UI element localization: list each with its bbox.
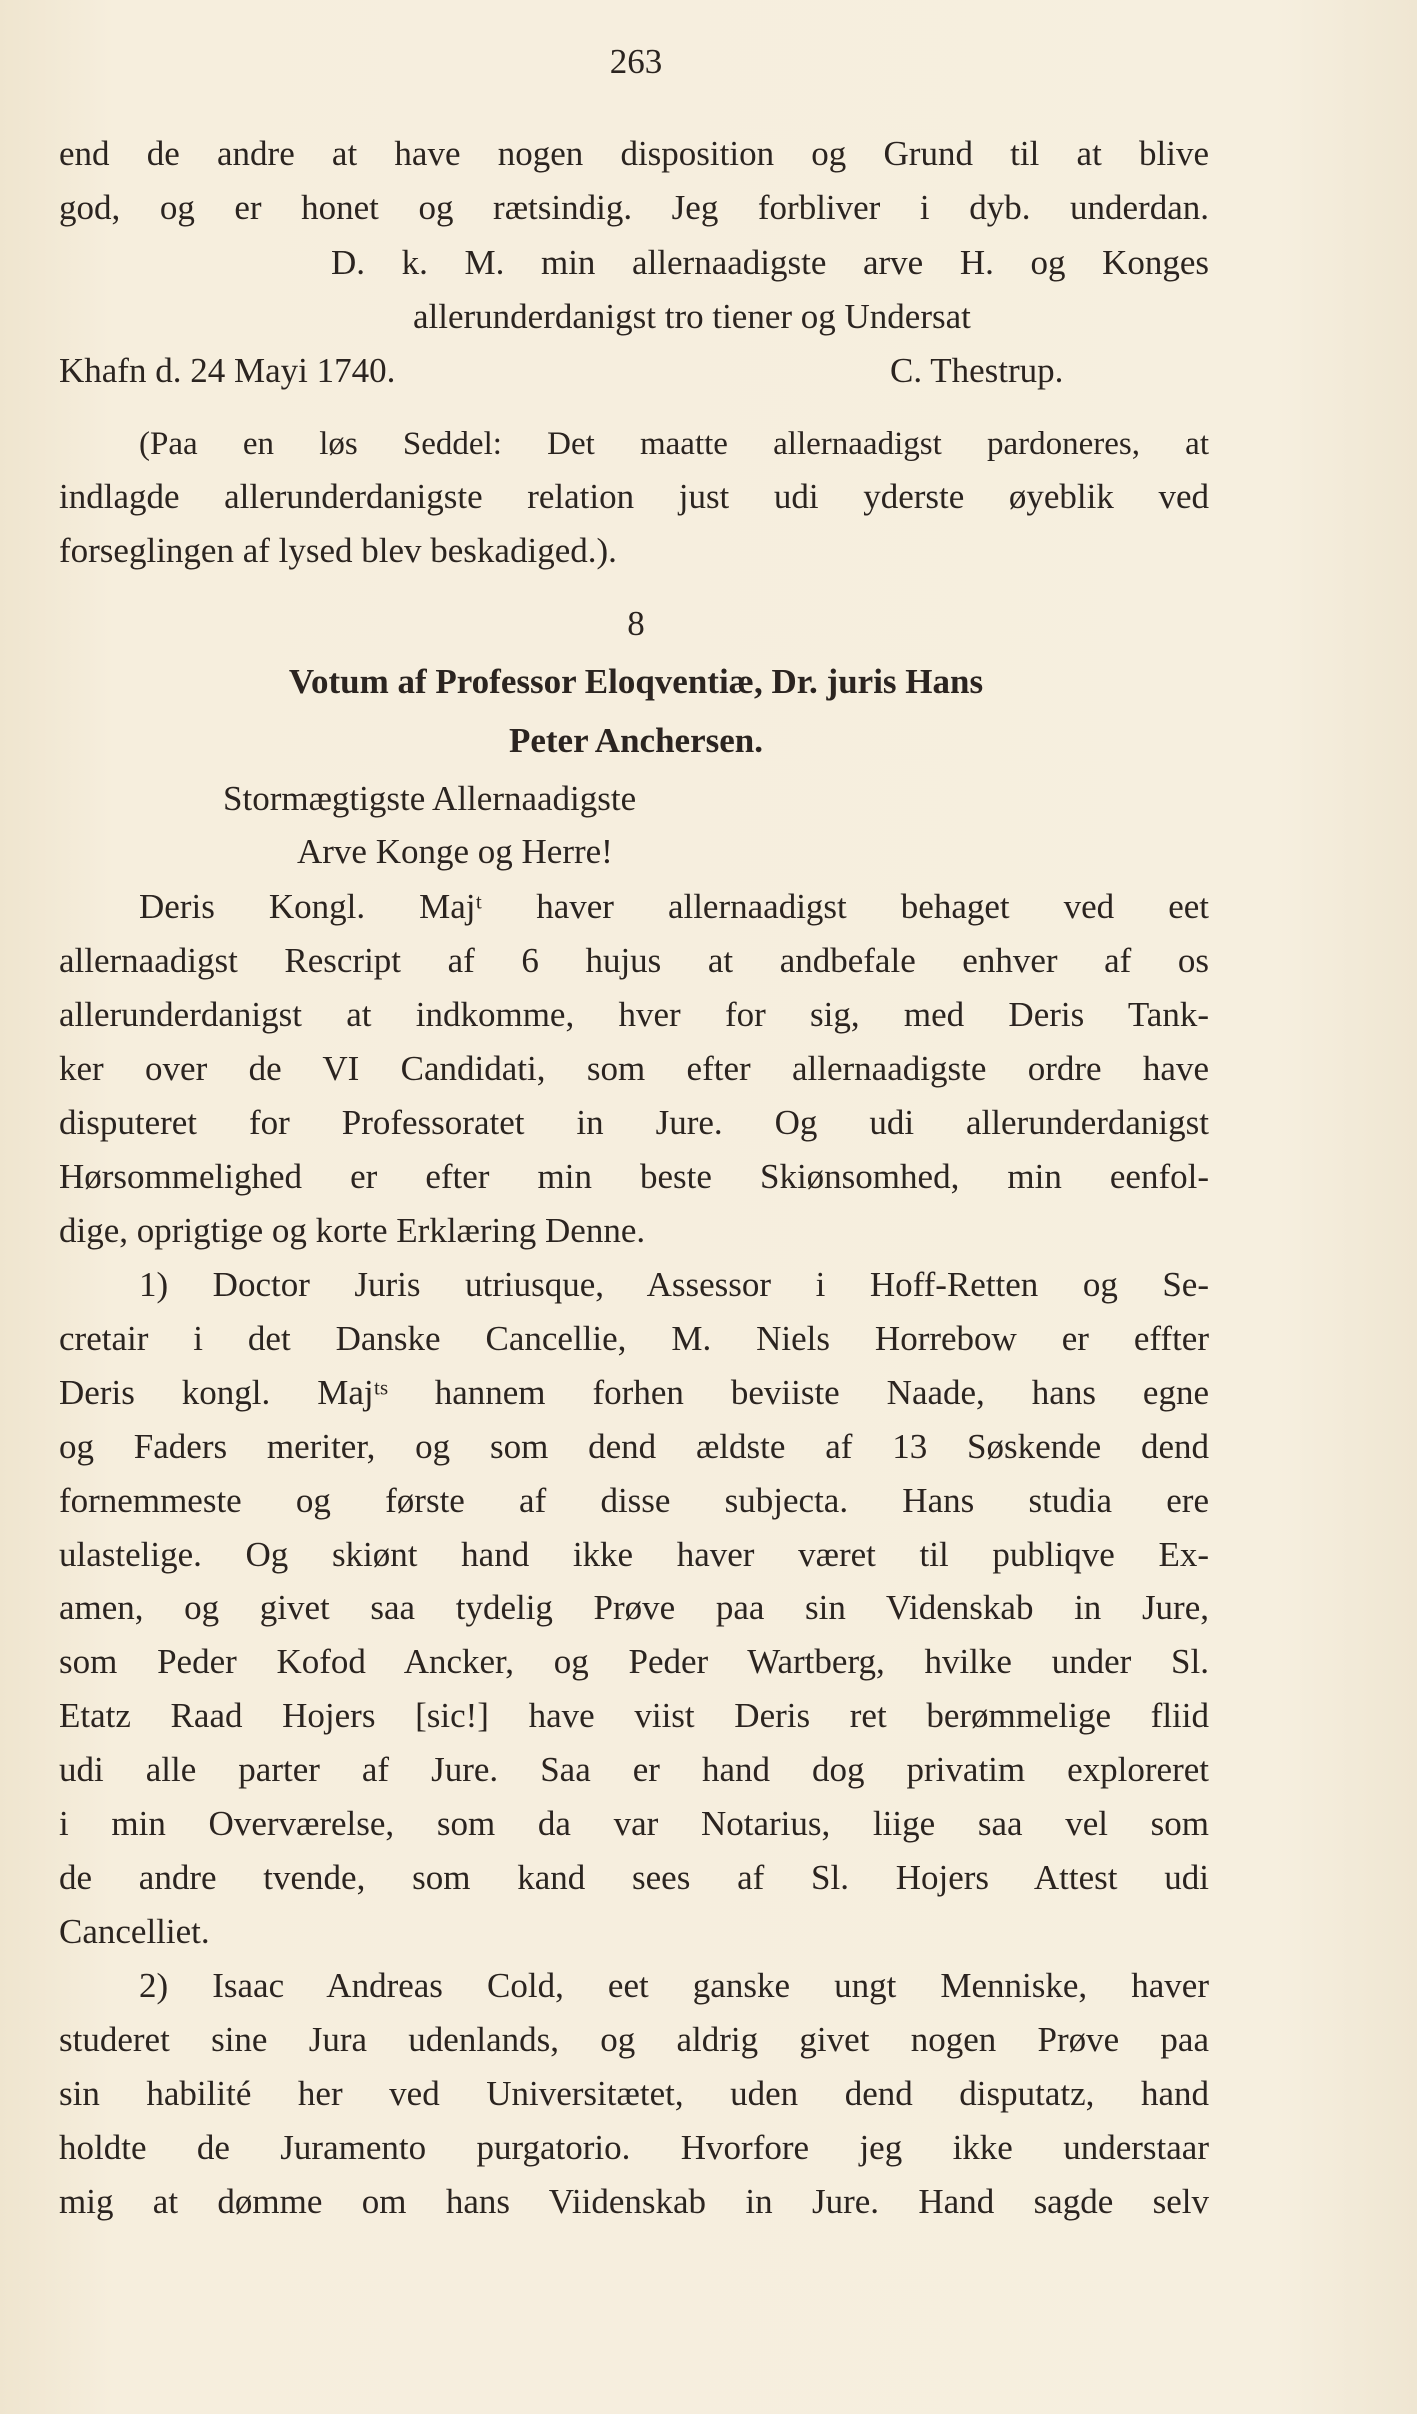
text-line: og Faders meriter, og som dend ældste af 13 Søskende dend <box>59 1426 1209 1466</box>
place-date: Khafn d. 24 Mayi 1740. <box>59 351 396 390</box>
text-line: ulastelige. Og skiønt hand ikke haver været til publiqve Ex- <box>59 1534 1209 1574</box>
note-line: forseglingen af lysed blev beskadiged.). <box>59 531 617 570</box>
page-number: 263 <box>609 42 663 81</box>
text-line: Hørsommelighed er efter min beste Skiønsomhed, min eenfol- <box>59 1156 1209 1196</box>
text-line: allernaadigst Rescript af 6 hujus at andbefale enhver af os <box>59 940 1209 980</box>
section-number: 8 <box>627 604 645 643</box>
text-line: i min Overværelse, som da var Notarius, liige saa vel som <box>59 1804 1209 1844</box>
text-line: Cancelliet. <box>59 1912 210 1952</box>
salutation: Arve Konge og Herre! <box>297 832 613 871</box>
text-line: studeret sine Jura udenlands, og aldrig givet nogen Prøve paa <box>59 2020 1209 2060</box>
signature: C. Thestrup. <box>890 351 1064 390</box>
text-line: Deris Kongl. Majᵗ haver allernaadigst behaget ved eet <box>139 887 1209 926</box>
text-line: holdte de Juramento purgatorio. Hvorfore jeg ikke understaar <box>59 2128 1209 2168</box>
text-line: mig at dømme om hans Viidenskab in Jure. Hand sagde selv <box>59 2182 1209 2222</box>
text-line: end de andre at have nogen disposition og Grund til at blive <box>59 134 1209 173</box>
text-line: de andre tvende, som kand sees af Sl. Hojers Attest udi <box>59 1858 1209 1898</box>
closing-line: D. k. M. min allernaadigste arve H. og Konges <box>331 243 1209 282</box>
text-line: sin habilité her ved Universitætet, uden dend disputatz, hand <box>59 2074 1209 2114</box>
text-line: fornemmeste og første af disse subjecta. Hans studia ere <box>59 1480 1209 1520</box>
text-line: cretair i det Danske Cancellie, M. Niels Horrebow er effter <box>59 1318 1209 1358</box>
text-line: som Peder Kofod Ancker, og Peder Wartberg, hvilke under Sl. <box>59 1642 1209 1682</box>
text-line: amen, og givet saa tydelig Prøve paa sin Videnskab in Jure, <box>59 1588 1209 1628</box>
text-line: god, og er honet og rætsindig. Jeg forbliver i dyb. underdan. <box>59 188 1209 227</box>
text-line: 2) Isaac Andreas Cold, eet ganske ungt Menniske, haver <box>139 1966 1209 2006</box>
text-line: 1) Doctor Juris utriusque, Assessor i Hoff-Retten og Se- <box>139 1264 1209 1304</box>
note-line: indlagde allerunderdanigste relation just udi yderste øyeblik ved <box>59 477 1209 516</box>
text-line: Etatz Raad Hojers [sic!] have viist Deris ret berømmelige fliid <box>59 1696 1209 1736</box>
text-line: ker over de VI Candidati, som efter allernaadigste ordre have <box>59 1048 1209 1088</box>
text-line: dige, oprigtige og korte Erklæring Denne. <box>59 1210 646 1250</box>
text-line: udi alle parter af Jure. Saa er hand dog privatim exploreret <box>59 1750 1209 1790</box>
section-title: Votum af Professor Eloqventiæ, Dr. juris Hans <box>288 662 984 701</box>
text-line: allerunderdanigst at indkomme, hver for sig, med Deris Tank- <box>59 994 1209 1034</box>
note-line: (Paa en løs Seddel: Det maatte allernaadigst pardoneres, at <box>139 426 1209 462</box>
salutation: Stormægtigste Allernaadigste <box>223 779 637 818</box>
closing-line: allerunderdanigst tro tiener og Undersat <box>413 297 971 336</box>
text-line: disputeret for Professoratet in Jure. Og udi allerunderdanigst <box>59 1102 1209 1142</box>
text-line: Deris kongl. Majᵗˢ hannem forhen beviiste Naade, hans egne <box>59 1372 1209 1412</box>
section-title: Peter Anchersen. <box>508 721 763 760</box>
